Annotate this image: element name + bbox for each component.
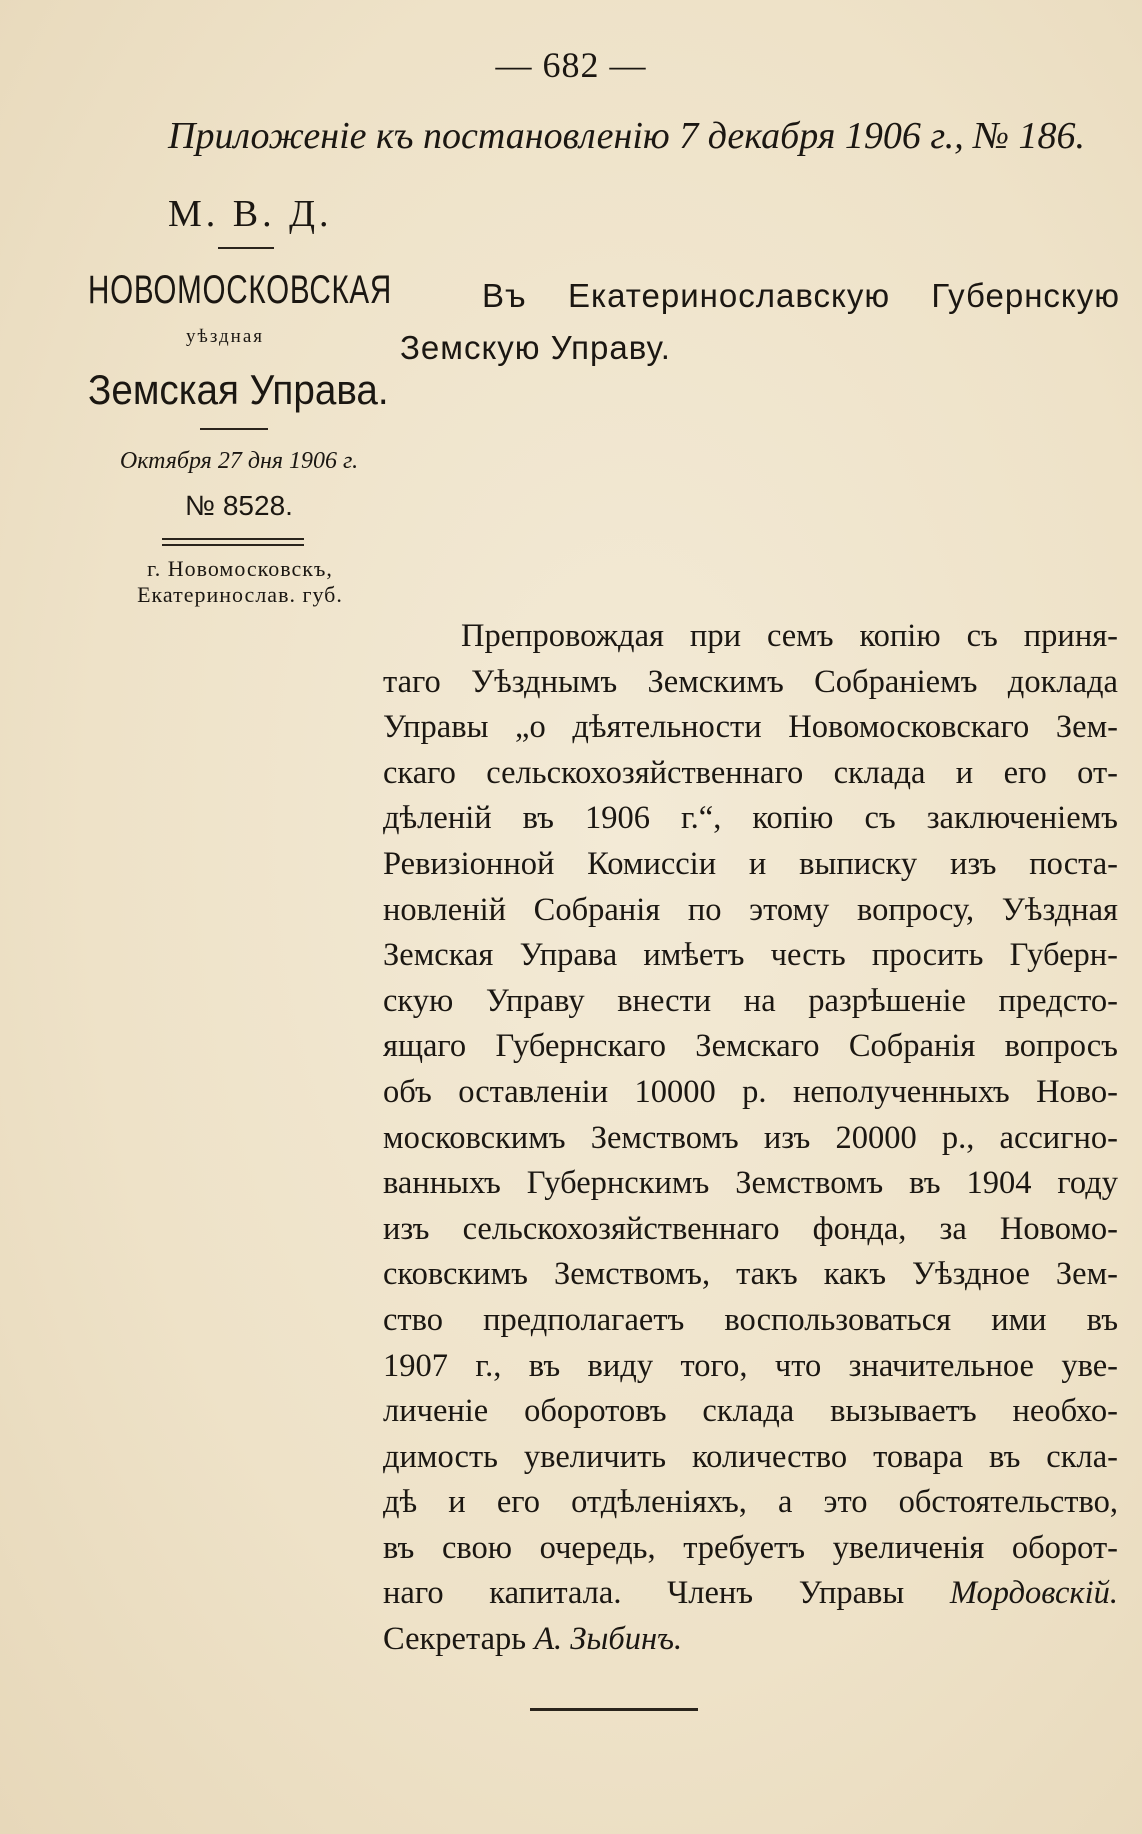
ministry-abbreviation: М. В. Д. [168, 193, 333, 235]
closing-text: наго капитала. Членъ Управы [383, 1575, 905, 1612]
body-line: Ревизiонной Комиссiи и выписку изъ поста- [383, 845, 1118, 882]
board-title: Земская Управа. [88, 366, 389, 413]
body-line: сковскимъ Земствомъ, такъ какъ Уѣздное Зем- [383, 1256, 1118, 1293]
place-city: г. Новомосковскъ, [147, 556, 333, 581]
body-line: скаго сельскохозяйственнаго склада и его от- [383, 754, 1118, 791]
body-line: димость увеличить количество товара въ скла- [383, 1438, 1118, 1475]
body-line: ство предполагаетъ воспользоваться ими въ [383, 1301, 1118, 1338]
body-line: ящаго Губернскаго Земскаго Собранiя вопросъ [383, 1028, 1118, 1065]
body-line: въ свою очередь, требуетъ увеличенiя оборот- [383, 1529, 1118, 1566]
body-line: Управы „о дѣятельности Новомосковскаго Зем- [383, 709, 1118, 746]
double-divider-rule [162, 538, 304, 546]
secretary-signature: А. Зыбинъ. [534, 1621, 683, 1658]
divider-rule [218, 247, 274, 249]
page-number: — 682 — [495, 45, 647, 85]
body-line: ванныхъ Губернскимъ Земствомъ въ 1904 году [383, 1165, 1118, 1202]
closing-line [383, 1571, 1118, 1617]
end-rule [530, 1708, 698, 1711]
body-line: личенiе оборотовъ склада вызываетъ необхо- [383, 1393, 1118, 1430]
body-line: Препровождая при семъ копiю съ приня- [461, 618, 1118, 654]
body-line: изъ сельскохозяйственнаго фонда, за Новомо- [383, 1210, 1118, 1247]
body-line: Земская Управа имѣетъ честь просить Губерн- [383, 937, 1118, 974]
appendix-heading: Приложенiе къ постановленiю 7 декабря 1906 г., № 186. [168, 115, 1086, 157]
addressee [400, 270, 1120, 374]
letter-body [383, 614, 1118, 1663]
body-line: новленiй Собранiя по этому вопросу, Уѣздная [383, 891, 1118, 928]
letter-number: № 8528. [185, 490, 293, 521]
body-line: дѣ и его отдѣленiяхъ, а это обстоятельство, [383, 1484, 1118, 1521]
body-line: объ оставленiи 10000 р. неполученныхъ Ново- [383, 1073, 1118, 1110]
body-line: дѣленiй въ 1906 г.“, копiю съ заключенiемъ [383, 800, 1118, 837]
place-of-origin [100, 556, 380, 608]
board-name: НОВОМОСКОВСКАЯ [88, 268, 393, 312]
secretary-line [383, 1617, 1118, 1663]
board-type: уѣздная [186, 326, 264, 347]
body-line: таго Уѣзднымъ Земскимъ Собранiемъ доклада [383, 663, 1118, 700]
place-province: Екатеринослав. губ. [137, 582, 343, 607]
body-line: 1907 г., въ виду того, что значительное уве- [383, 1347, 1118, 1384]
member-signature: Мордовскiй. [949, 1575, 1118, 1612]
secretary-label: Секретарь [383, 1621, 527, 1658]
letter-date: Октября 27 дня 1906 г. [119, 448, 359, 474]
body-line: скую Управу внести на разрѣшенiе предсто- [383, 982, 1118, 1019]
addressee-line: Въ Екатеринославскую Губернскую [482, 277, 1120, 314]
divider-rule [200, 428, 268, 430]
body-line: московскимъ Земствомъ изъ 20000 р., ассигно- [383, 1119, 1118, 1156]
addressee-line: Земскую Управу. [400, 329, 671, 366]
